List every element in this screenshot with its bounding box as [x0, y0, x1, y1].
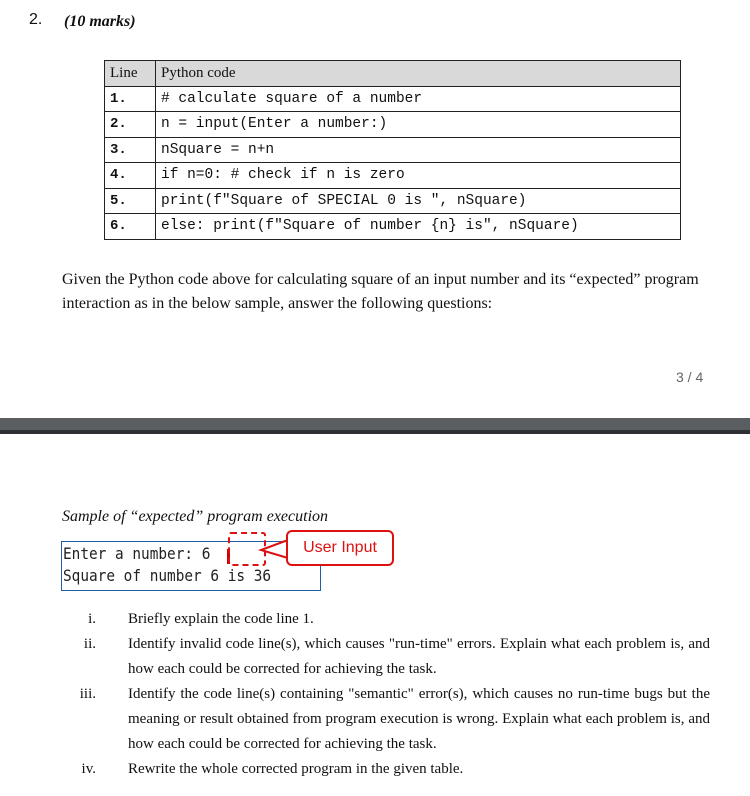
- question-number: 2.: [29, 11, 43, 28]
- table-row: [105, 163, 681, 189]
- list-item-numeral: i.: [88, 611, 96, 627]
- list-item: [62, 607, 710, 632]
- list-item: [62, 757, 710, 782]
- code-cell: # calculate square of a number: [156, 86, 681, 112]
- callout-pointer-icon: [255, 536, 289, 562]
- table-row: [105, 112, 681, 138]
- code-cell: if n=0: # check if n is zero: [156, 163, 681, 189]
- line-number: 5.: [105, 188, 156, 214]
- line-number: 3.: [105, 137, 156, 163]
- user-input-callout: User Input: [286, 530, 394, 566]
- sample-result-line: Square of number 6 is 36: [63, 566, 272, 585]
- list-item: [62, 682, 710, 757]
- list-item-numeral: ii.: [83, 636, 96, 652]
- line-number: 4.: [105, 163, 156, 189]
- list-item-text: Briefly explain the code line 1.: [128, 611, 314, 627]
- table-row: [105, 137, 681, 163]
- code-cell: n = input(Enter a number:): [156, 112, 681, 138]
- list-item-numeral: iii.: [79, 686, 96, 702]
- question-list: [62, 607, 710, 782]
- list-item-text: Identify the code line(s) containing "semantic" error(s), which causes no run-time bugs but the meaning or result obtained from program execution is wrong. Explain what each problem is, and how each could be corrected for achieving the task.: [128, 686, 710, 752]
- table-row: [105, 214, 681, 240]
- sample-title: Sample of “expected” program execution: [62, 508, 329, 525]
- code-cell: else: print(f"Square of number {n} is", nSquare): [156, 214, 681, 240]
- code-cell: nSquare = n+n: [156, 137, 681, 163]
- line-number: 1.: [105, 86, 156, 112]
- table-row: [105, 86, 681, 112]
- table-row: [105, 188, 681, 214]
- question-marks: (10 marks): [64, 13, 136, 30]
- code-table-header: [105, 61, 681, 87]
- intro-paragraph: Given the Python code above for calculating square of an input number and its “expected” program interaction as in the below sample, answer the following questions:: [62, 271, 699, 312]
- header-line: Line: [105, 61, 156, 87]
- list-item: [62, 632, 710, 682]
- page-divider-shadow: [0, 430, 750, 434]
- code-cell: print(f"Square of SPECIAL 0 is ", nSquare): [156, 188, 681, 214]
- code-table: [104, 60, 681, 240]
- line-number: 2.: [105, 112, 156, 138]
- sample-prompt-line: Enter a number: 6: [63, 544, 211, 563]
- list-item-text: Identify invalid code line(s), which causes "run-time" errors. Explain what each problem is, and how each could be corrected for achieving the task.: [128, 636, 710, 677]
- list-item-numeral: iv.: [81, 761, 96, 777]
- header-python-code: Python code: [156, 61, 681, 87]
- page-indicator: 3 / 4: [676, 369, 704, 385]
- list-item-text: Rewrite the whole corrected program in the given table.: [128, 761, 464, 777]
- line-number: 6.: [105, 214, 156, 240]
